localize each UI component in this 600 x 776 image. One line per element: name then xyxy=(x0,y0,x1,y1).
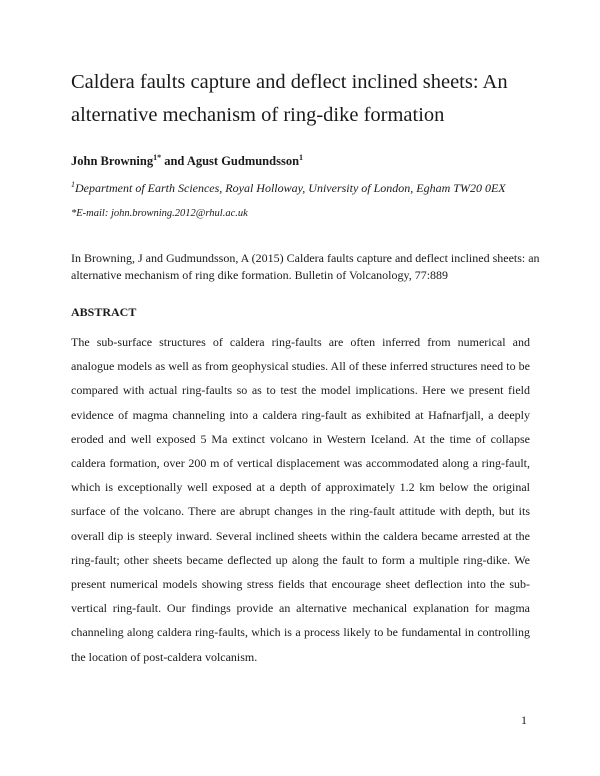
author-affiliation-marker: 1* xyxy=(153,153,162,162)
author-connector: and xyxy=(161,154,187,169)
author-name: John Browning xyxy=(71,154,154,169)
affiliation xyxy=(71,180,506,196)
abstract-heading: ABSTRACT xyxy=(71,305,137,319)
abstract-body: The sub-surface structures of caldera ring-faults are often inferred from numerical and analogue models as well as from geophysical studies. All of these inferred structures need to be compared with actual ring-faults so as to test the model implications. Here we present field evidence of magma channeling into a caldera ring-fault as exhibited at Hafnarfjall, a deeply eroded and well exposed 5 Ma extinct volcano in Western Iceland. At the time of collapse caldera formation, over 200 m of vertical displacement was accommodated along a ring-fault, which is exceptionally well exposed at a depth of approximately 1.2 km below the original surface of the volcano. There are abrupt changes in the ring-fault attitude with depth, but its overall dip is steeply inward. Several inclined sheets within the caldera became arrested at the ring-fault; other sheets became deflected up along the fault to form a multiple ring-dike. We present numerical models showing stress fields that encourage sheet deflection into the sub-vertical ring-fault. Our findings provide an alternative mechanical explanation for magma channeling along caldera ring-faults, which is a process likely to be fundamental in controlling the location of post-caldera volcanism. xyxy=(71,335,530,664)
paper-title: Caldera faults capture and deflect inclined sheets: An alternative mechanism of ring-dike formation xyxy=(71,71,508,126)
author-name: Agust Gudmundsson xyxy=(186,154,300,169)
affiliation-text: Department of Earth Sciences, Royal Holloway, University of London, Egham TW20 0EX xyxy=(75,181,506,195)
page-number: 1 xyxy=(521,713,527,727)
author-list xyxy=(71,153,303,169)
affiliation-marker: 1 xyxy=(71,180,75,189)
contact-email: *E-mail: john.browning.2012@rhul.ac.uk xyxy=(71,208,248,219)
citation: In Browning, J and Gudmundsson, A (2015) Caldera faults capture and deflect inclined sheets: an alternative mechanism of ring dike formation. Bulletin of Volcanology, 77:889 xyxy=(71,251,540,282)
author-affiliation-marker: 1 xyxy=(299,153,304,162)
